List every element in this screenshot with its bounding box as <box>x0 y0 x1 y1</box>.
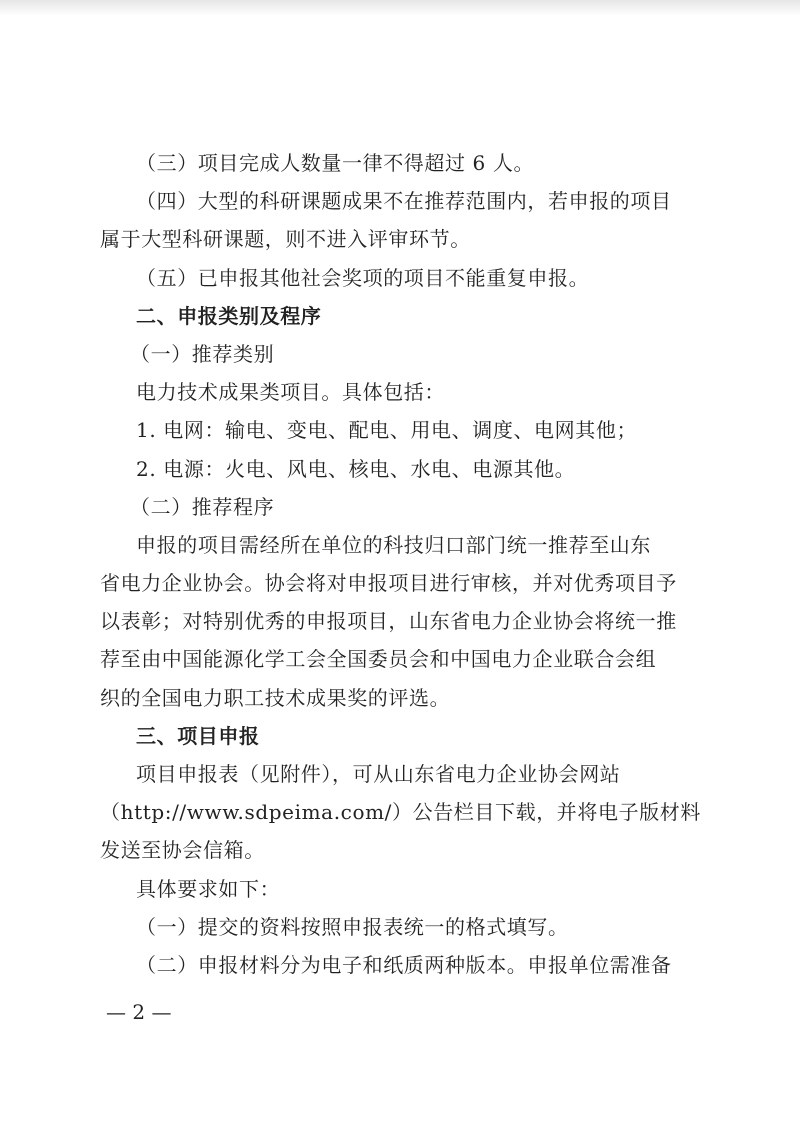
section-heading: 二、申报类别及程序 <box>136 303 322 328</box>
subsection-label: （二）推荐程序 <box>130 494 275 519</box>
paragraph-line: 以表彰；对特别优秀的申报项目，山东省电力企业协会将统一推 <box>100 609 677 634</box>
paragraph-line: （一）提交的资料按照申报表统一的格式填写。 <box>136 914 569 939</box>
paragraph-line: 具体要求如下： <box>136 876 281 901</box>
paragraph-line: 发送至协会信箱。 <box>100 838 265 863</box>
paragraph-line: 2. 电源：火电、风电、核电、水电、电源其他。 <box>136 456 576 481</box>
paragraph-line: 荐至由中国能源化学工会全国委员会和中国电力企业联合会组 <box>100 647 657 672</box>
paragraph-line: 织的全国电力职工技术成果奖的评选。 <box>100 685 451 710</box>
subsection-label: （一）推荐类别 <box>130 341 275 366</box>
paragraph-line: 省电力企业协会。协会将对申报项目进行审核，并对优秀项目予 <box>100 571 677 596</box>
section-heading: 三、项目申报 <box>136 723 260 748</box>
paragraph-line: 项目申报表（见附件），可从山东省电力企业协会网站 <box>136 762 621 786</box>
paragraph-line: 属于大型科研课题，则不进入评审环节。 <box>100 227 471 252</box>
paragraph-line: （四）大型的科研课题成果不在推荐范围内，若申报的项目 <box>136 189 672 214</box>
scan-edge <box>0 0 800 16</box>
document-body <box>100 144 702 984</box>
page-number: — 2 — <box>106 1000 172 1024</box>
paragraph-line: （http://www.sdpeima.com/）公告栏目下载，并将电子版材料 <box>100 800 702 825</box>
paragraph-line: 1. 电网：输电、变电、配电、用电、调度、电网其他； <box>136 418 638 443</box>
paragraph-line: （二）申报材料分为电子和纸质两种版本。申报单位需准备 <box>136 952 672 977</box>
paragraph-line: 电力技术成果类项目。具体包括： <box>136 380 445 405</box>
paragraph-line: （五）已申报其他社会奖项的项目不能重复申报。 <box>136 265 590 290</box>
paragraph-line: （三）项目完成人数量一律不得超过 6 人。 <box>136 151 535 175</box>
paragraph-line: 申报的项目需经所在单位的科技归口部门统一推荐至山东 <box>136 532 651 557</box>
